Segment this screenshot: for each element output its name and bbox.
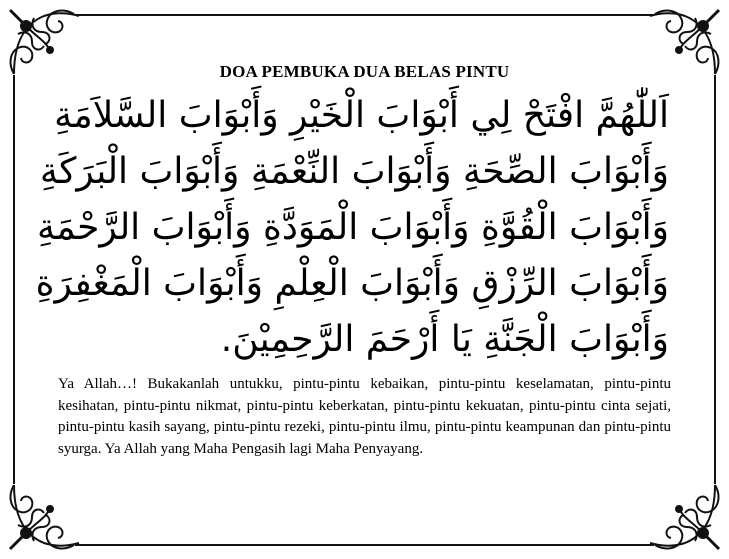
arabic-line: وَأَبْوَابَ الْقُوَّةِ وَأَبْوَابَ الْمَوَدَّةِ وَأَبْوَابَ الرَّحْمَةِ [36,207,669,248]
corner-ornament-icon [4,475,84,555]
arabic-prayer-text [35,88,669,368]
arabic-line: وَأَبْوَابَ الصِّحَةِ وَأَبْوَابَ النِّعْمَةِ وَأَبْوَابَ الْبَرَكَةِ [39,151,669,192]
arabic-line: وَأَبْوَابَ الرِّزْقِ وَأَبْوَابَ الْعِلْمِ وَأَبْوَابَ الْمَغْفِرَةِ [35,263,669,304]
page-title: DOA PEMBUKA DUA BELAS PINTU [219,62,510,81]
translation-paragraph: Ya Allah…! Bukakanlah untukku, pintu-pintu kebaikan, pintu-pintu keselamatan, pintu-pintu kesihatan, pintu-pintu nikmat, pintu-pintu keberkatan, pintu-pintu kekuatan, pintu-pintu cinta sejati, pintu-pintu kasih sayang, pintu-pintu rezeki, pintu-pintu ilmu, pintu-pintu keampunan dan pintu-pintu syurga. Ya Allah yang Maha Pengasih lagi Maha Penyayang. [58,376,671,457]
corner-ornament-icon [645,475,725,555]
frame-top-line [75,14,654,16]
frame-left-line [13,75,15,484]
arabic-line: اَللّٰهُمَّ افْتَحْ لِي أَبْوَابَ الْخَيْرِ وَأَبْوَابَ السَّلاَمَةِ [54,95,669,136]
frame-bottom-line [75,544,654,546]
frame-right-line [714,75,716,484]
arabic-line: وَأَبْوَابَ الْجَنَّةِ يَا أَرْحَمَ الرَّحِمِيْنَ. [220,319,669,360]
